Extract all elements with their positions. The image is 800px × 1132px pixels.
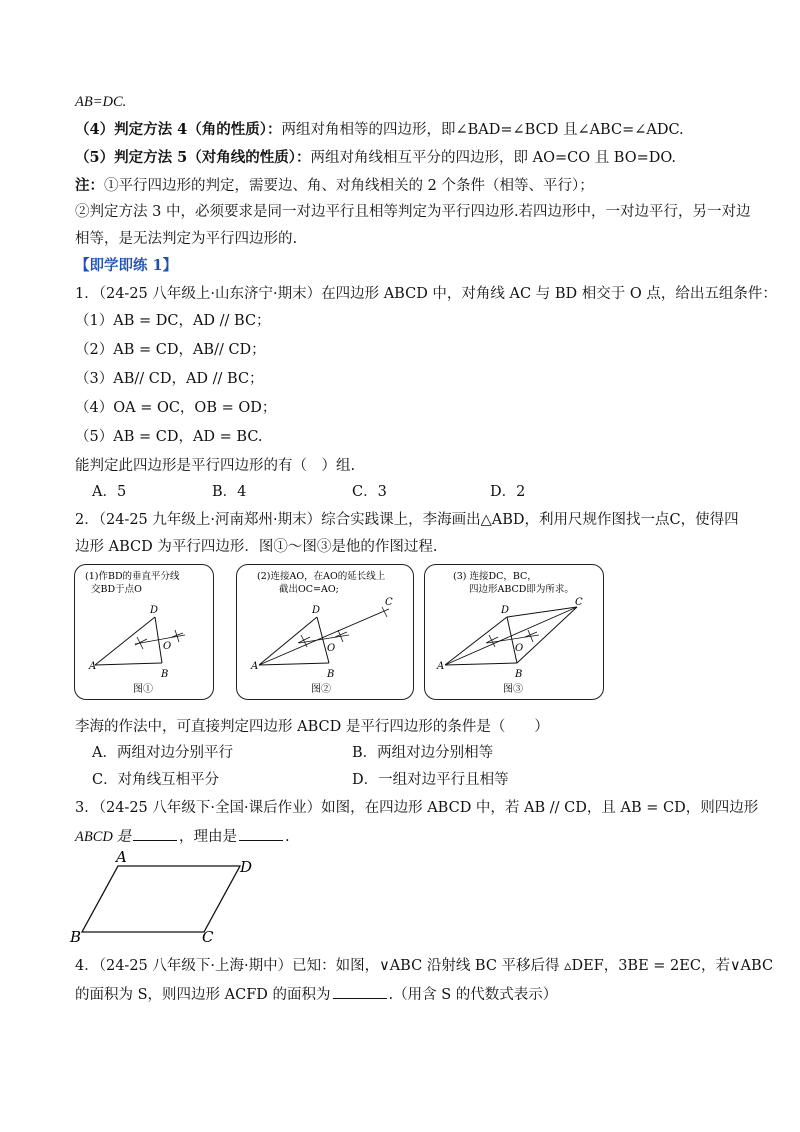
method-4-text: 两组对角相等的四边形，即∠BAD=∠BCD 且∠ABC=∠ADC.	[281, 122, 684, 138]
fig3-label-a: A	[437, 661, 445, 672]
section-title: 【即学即练 1】	[75, 257, 178, 274]
q3-stem-1: 3．（24-25 八年级下·全国·课后作业）如图，在四边形 ABCD 中，若 AB // CD，且 AB = CD，则四边形	[75, 800, 759, 816]
q3-answer-blank-2[interactable]	[239, 826, 283, 841]
fig3-label-o: O	[515, 643, 524, 654]
figure-2-drawing	[237, 565, 413, 699]
q2-stem-1: 2．（24-25 九年级上·河南郑州·期末）综合实践课上，李海画出△ABD，利用尺规作图找一点C，使得四	[75, 512, 739, 528]
q3-parallelogram-figure	[64, 848, 284, 948]
construction-figure-3	[424, 564, 604, 700]
q3-label-a: A	[116, 848, 127, 866]
q4-stem-2	[75, 984, 557, 1005]
fig1-label-d: D	[150, 605, 159, 616]
fig2-caption: 图②	[311, 684, 331, 695]
fig2-segment-ab	[259, 663, 329, 665]
fig2-label-o: O	[327, 643, 336, 654]
q1-condition-3: （3）AB// CD，AD // BC；	[75, 371, 264, 387]
q1-stem: 1．（24-25 八年级上·山东济宁·期末）在四边形 ABCD 中，对角线 AC 与 BD 相交于 O 点，给出五组条件：	[75, 286, 777, 302]
q3-stem-2a: ABCD 是	[75, 829, 131, 845]
method-5-text: 两组对角线相互平分的四边形，即 AO=CO 且 BO=DO.	[310, 150, 677, 166]
q4-stem-1: 4．（24-25 八年级下·上海·期中）已知：如图，∨ABC 沿射线 BC 平移后得 ▵DEF，3BE = 2EC，若∨ABC	[75, 958, 774, 974]
figure-1-drawing	[75, 565, 213, 699]
q3-answer-blank-1[interactable]	[133, 826, 177, 841]
q3-label-d: D	[240, 858, 253, 876]
fig1-label-a: A	[89, 661, 97, 672]
note-line-2: ②判定方法 3 中，必须要求是同一对边平行且相等判定为平行四边形.若四边形中，一对边平行，另一对边	[75, 204, 751, 220]
q2-option-c[interactable]: C．对角线互相平分	[92, 772, 220, 788]
q1-condition-4: （4）OA = OC，OB = OD；	[75, 400, 277, 416]
q1-option-a[interactable]: A．5	[92, 484, 127, 500]
fig2-label-a: A	[251, 661, 259, 672]
q3-parallelogram	[82, 866, 240, 932]
note-line-3: 相等，是无法判定为平行四边形的.	[75, 231, 298, 247]
text-line-1: AB=DC.	[75, 94, 127, 110]
q2-option-a[interactable]: A．两组对边分别平行	[92, 745, 233, 761]
method-4-heading: （4）判定方法 4（角的性质）：	[75, 121, 282, 138]
fig1-step-text-2: 交BD于点O	[91, 584, 142, 595]
q3-stem-2	[75, 826, 290, 847]
q1-condition-2: （2）AB = CD，AB// CD；	[75, 342, 266, 358]
fig1-label-b: B	[161, 669, 169, 680]
figure-3-drawing	[425, 565, 603, 699]
construction-figure-2	[236, 564, 414, 700]
q1-option-c[interactable]: C．3	[352, 484, 387, 500]
q2-question: 李海的作法中，可直接判定四边形 ABCD 是平行四边形的条件是（ ）	[75, 719, 549, 735]
q4-stem-2b: .（用含 S 的代数式表示）	[388, 987, 558, 1003]
fig1-segment-ad	[95, 617, 155, 665]
fig2-label-b: B	[327, 669, 335, 680]
q4-stem-2a: 的面积为 S，则四边形 ACFD 的面积为	[75, 987, 331, 1003]
method-5-heading: （5）判定方法 5（对角线的性质）：	[75, 149, 311, 166]
fig2-step-text-2: 截出OC=AO;	[279, 584, 339, 595]
q1-option-b[interactable]: B．4	[212, 484, 247, 500]
fig2-label-c: C	[385, 597, 393, 608]
fig1-caption: 图①	[133, 684, 153, 695]
fig1-step-text-1: (1)作BD的垂直平分线	[85, 571, 180, 582]
q3-label-c: C	[202, 928, 214, 946]
method-5-line	[75, 148, 676, 168]
fig1-label-o: O	[163, 641, 172, 652]
fig2-step-text-1: (2)连接AO，在AO的延长线上	[257, 571, 386, 582]
fig3-caption: 图③	[503, 684, 523, 695]
q3-stem-2b: ，理由是	[178, 829, 237, 845]
fig2-ray-ao	[259, 609, 389, 665]
note-label: 注：	[75, 177, 104, 194]
fig3-side-ab	[445, 663, 517, 665]
q1-condition-1: （1）AB = DC，AD // BC；	[75, 313, 271, 329]
note-text-1: ①平行四边形的判定，需要边、角、对角线相关的 2 个条件（相等、平行）；	[104, 178, 594, 194]
q4-answer-blank[interactable]	[333, 984, 387, 999]
fig3-arc-mark-left	[486, 635, 498, 647]
q1-question: 能判定此四边形是平行四边形的有（ ）组.	[75, 458, 356, 474]
note-line-1	[75, 176, 594, 196]
q1-option-d[interactable]: D．2	[490, 484, 526, 500]
q3-label-b: B	[70, 928, 82, 946]
q3-stem-2c: .	[284, 829, 290, 845]
fig2-label-d: D	[312, 605, 321, 616]
q2-option-d[interactable]: D．一组对边平行且相等	[352, 772, 509, 788]
q2-option-b[interactable]: B．两组对边分别相等	[352, 745, 494, 761]
fig3-diagonal-ac	[445, 607, 577, 665]
fig1-segment-ab	[95, 663, 162, 665]
fig2-segment-ad	[259, 617, 317, 665]
fig3-label-c: C	[575, 597, 583, 608]
fig3-label-d: D	[501, 605, 510, 616]
method-4-line	[75, 120, 684, 140]
fig3-label-b: B	[515, 669, 523, 680]
construction-figure-1	[74, 564, 214, 700]
fig3-step-text-1: (3) 连接DC，BC，	[453, 571, 537, 582]
q1-condition-5: （5）AB = CD，AD = BC.	[75, 429, 263, 445]
fig3-side-bc	[517, 607, 577, 663]
q2-stem-2: 边形 ABCD 为平行四边形．图①～图③是他的作图过程.	[75, 539, 438, 555]
fig3-step-text-2: 四边形ABCD即为所求。	[469, 584, 574, 595]
